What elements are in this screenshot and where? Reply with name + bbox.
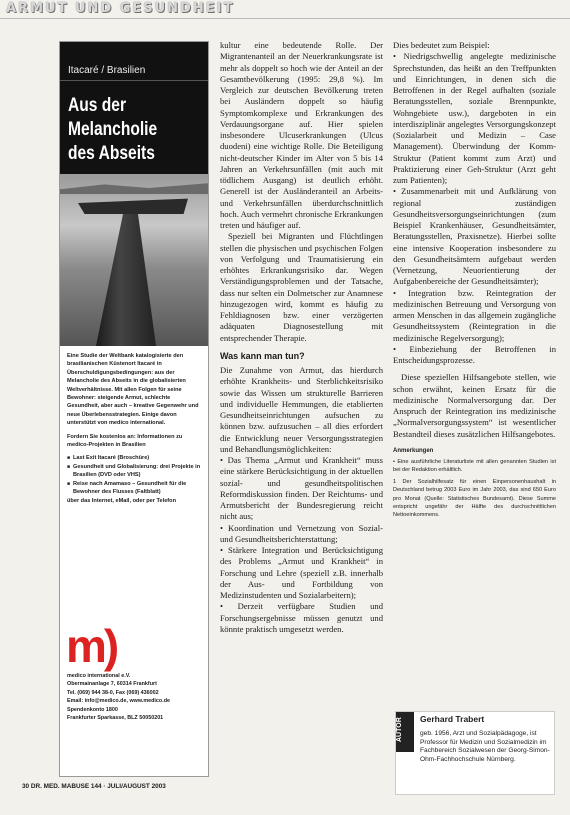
list-item: • Das Thema „Armut und Krankheit“ muss eine stärkere Berücksichtigung in der aktuellen sozial- und gesundheitspolitischen Reformdiskussion finden. Der Reichtums- und Armutsbericht der Bundesregierung reicht nicht aus; xyxy=(220,455,383,522)
list-item: • Stärkere Integration und Berücksichtigung des Problems „Armut und Krankheit“ in Forschung und Lehre (speziell z.B. innerhalb der Aus- und Fortbildung von Medizinstudenten und Sozialarbeitern); xyxy=(220,545,383,600)
list-item: • Einbeziehung der Betroffenen in Entscheidungsprozesse. xyxy=(393,343,556,365)
sidebar-location-divider xyxy=(60,80,208,81)
sidebar-address xyxy=(67,672,205,722)
list-item: • Integration bzw. Reintegration der medizinischen Betreuung und Versorgung von armen Menschen in das allgemein zugängliche Gesundheitssystem (Reintegration in die medizinische Regelversorgung); xyxy=(393,287,556,343)
sidebar-box xyxy=(59,41,209,777)
list-item: • Zusammenarbeit mit und Aufklärung von regional zuständigen Gesundheitsversorgungseinrichtungen (zum Beispiel Krankenhäuser, Gesundheitsämter, Beratungsstellen, Praxisnetze). Hierbei sollte eine intensive Kooperation insbesondere zu den Gesundheitsämtern aufgebaut werden (Vernetzung, Neuorientierung der Aufgabenbereiche der Gesundheitsämter); xyxy=(393,186,556,287)
header-divider xyxy=(0,18,570,19)
paragraph: Die Zunahme von Armut, das hierdurch erhöhte Krankheits- und Sterblichkeitsrisiko sowie das Wissen um strukturelle Barrieren und individuelle Hemmungen, die etablierten Gesundheitseinrichtungen aufsuchen zu können bzw. aufzusuchen – all dies erfordert die Entwicklung neuer Versorgungsstrategien und Behandlungsmöglichkeiten: xyxy=(220,365,383,454)
list-item: • Niedrigschwellig angelegte medizinische Sprechstunden, das heißt an den Treffpunkten und Einrichtungen, in denen sich die Betroffenen in der Regel aufhalten (soziale Beratungsstellen, soziale Brennpunkte, Wohngebiete usw.), dargeboten in ein interdisziplinär angelegtes Versorgungskonzept (Sozialarbeit und Medizin – Case Management). Überwindung der Komm-Struktur (Patient kommt zum Arzt) und Praktizierung einer Geh-Struktur (Arzt geht zum Patienten); xyxy=(393,51,556,185)
org-phone: Tel. (069) 944 38-0, Fax (069) 436002 xyxy=(67,689,159,696)
paragraph: Speziell bei Migranten und Flüchtlingen stellen die physischen und psychischen Folgen von Verfolgung und Traumatisierung ein erhöhtes Erkrankungsrisiko dar. Wegen Verständigungsproblemen und der Tatsache, dass nur selten ein Dolmetscher zur Anamnese hinzugezogen wird, kommt es häufig zu Fehldiagnosen bzw. einer verzögerten adäquaten Diagnosestellung mit entsprechender Therapie. xyxy=(220,231,383,343)
org-name: medico international e.V. xyxy=(67,673,131,679)
sidebar-title: Aus der Melancholie des Abseits xyxy=(68,95,158,164)
photo-shoreline xyxy=(60,182,208,194)
photo-boat xyxy=(78,192,188,214)
list-item: ■ Last Exit Itacaré (Broschüre) xyxy=(67,454,201,462)
org-address: Obermainanlage 7, 60314 Frankfurt xyxy=(67,681,157,688)
footnote: • Eine ausführliche Literaturliste mit allen genannten Studien ist bei der Redaktion erhältlich. xyxy=(393,459,556,474)
notes-heading: Anmerkungen xyxy=(393,447,434,454)
sidebar-body xyxy=(60,346,208,505)
medico-logo: m) xyxy=(66,620,117,672)
article-column-3 xyxy=(393,40,556,520)
section-heading: Was kann man tun? xyxy=(220,350,305,361)
author-bio: geb. 1956, Arzt und Sozialpädagoge, ist Professor für Medizin und Sozialmedizin im Fachbereich Sozialwesen der Georg-Simon-Ohm-Fachhochschule Nürnberg. xyxy=(420,730,550,763)
list-item: ■ Gesundheit und Globalisierung: drei Projekte in Brasilien (DVD oder VHS) xyxy=(67,463,201,480)
sidebar-order-list xyxy=(67,454,201,496)
author-box xyxy=(395,711,555,795)
org-bank: Frankfurter Sparkasse, BLZ 50050201 xyxy=(67,715,164,722)
sidebar-order-outro: über das Internet, eMail, oder per Telefon xyxy=(67,497,176,504)
photo-jetty xyxy=(96,214,156,346)
paragraph: Diese speziellen Hilfsangebote stellen, wie schon erwähnt, keinen Ersatz für die medizinische Normalversorgung dar. Der Anspruch der Reintegration ins medizinische „Normalversorgungssystem“ ist wesentlicher Bestandteil dieses zusätzlichen Hilfsangebotes. xyxy=(393,372,556,439)
article-column-2 xyxy=(220,40,383,635)
list-item: • Koordination und Vernetzung von Sozial- und Gesundheitsberichterstattung; xyxy=(220,522,383,544)
section-header: ARMUT UND GESUNDHEIT xyxy=(6,1,235,16)
sidebar-order-intro: Fordern Sie kostenlos an: Informationen zu medico-Projekten in Brasilien xyxy=(67,433,183,449)
page-footer: 30 DR. MED. MABUSE 144 · JULI/AUGUST 2003 xyxy=(22,783,166,790)
author-tag: AUTOR xyxy=(396,712,414,752)
list-item: • Derzeit verfügbare Studien und Forschungsergebnisse müssen genutzt und könnte praktisch umgesetzt werden. xyxy=(220,601,383,634)
sidebar-intro: Eine Studie der Weltbank katalogisierte den brasilianischen Küstenort Itacaré in Überschuldigungsbedingungen: aus der Melancholie des Abseits in die globalisierten Weltverhältnisse. Mit allen Folgen für seine Bewohner: steigende Armut, schlechte Gesundheit, aber auch – kreative Gegenwehr und neue Überlebensstrategien. Einige davon unterstützt von medico international. xyxy=(67,353,199,427)
paragraph: Dies bedeutet zum Beispiel: xyxy=(393,40,490,50)
author-name: Gerhard Trabert xyxy=(420,714,485,724)
org-email[interactable]: Email: info@medico.de, www.medico.de xyxy=(67,698,171,705)
harbor-photo xyxy=(60,174,208,346)
paragraph: kultur eine bedeutende Rolle. Der Migrantenanteil an der Neuerkrankungsrate ist mehr als doppelt so hoch wie der Anteil an der Gesamtbevölkerung (1995: 29,8 %). Im Vergleich zur deutschen Bevölkerung treten bei Ausländern doppelt so häufig Symptomkomplexe und Erkrankungen des Verdauungsorgane auf. Hier spielen insbesondere Ulcuserkrankungen (Ulcus duodeni) eine wichtige Rolle. Die Beteiligung nicht-deutscher Kinder im Alter von 5 bis 14 Jahren an Verkehrsunfällen (mit auch mit tödlichem Ausgang) ist deutlich erhöht. Generell ist der Ausländeranteil an Arbeits- und Verkehrsunfällen überdurchschnittlich hoch. Auch vermehrt chronische Erkrankungen treten und häufiger auf. xyxy=(220,40,383,230)
sidebar-location: Itacaré / Brasilien xyxy=(68,65,146,76)
sidebar-banner xyxy=(60,42,208,346)
footnote: 1 Der Sozialhilfesatz für einen Einpersonenhaushalt in Deutschland betrug 2003 Euro im Jahr 2003, das sind 650 Euro pro Monat (Quelle: Statistisches Bundesamt). Diese Summe entspricht ungefähr der Hälfte des durchschnittlichen Nettoeinkommens. xyxy=(393,478,556,519)
org-account: Spendenkonto 1800 xyxy=(67,706,118,713)
list-item: ■ Reise nach Amamaso – Gesundheit für die Bewohner des Flusses (Faltblatt) xyxy=(67,480,201,497)
